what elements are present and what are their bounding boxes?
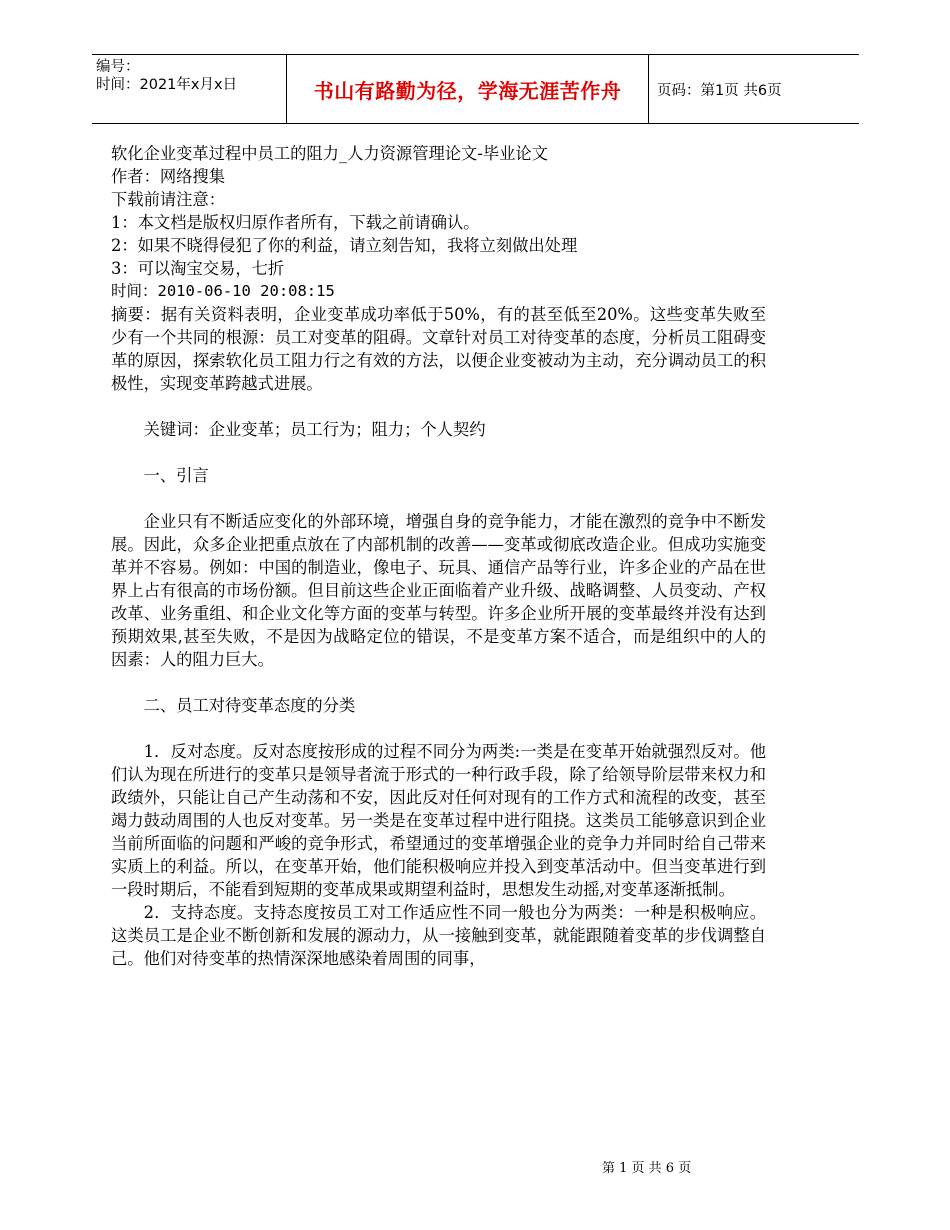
notice-title: 下载前请注意： bbox=[111, 190, 225, 209]
keywords-line: 关键词：企业变革；员工行为；阻力；个人契约 bbox=[143, 420, 486, 439]
header-left-cell bbox=[92, 55, 286, 123]
support-paragraph: 2．支持态度。支持态度按员工对工作适应性不同一般也分为两类：一种是积极响应。这类员工是企业不断创新和发展的源动力，从一接触到变革，就能跟随着变革的步伐调整自己。他们对待变革的热情深深地感染着周围的同事， bbox=[111, 903, 766, 968]
header-page-info: 页码：第1页 共6页 bbox=[657, 82, 782, 99]
notice-item-1: 1：本文档是版权归原作者所有，下载之前请确认。 bbox=[111, 213, 480, 232]
document-timestamp: 时间：2010-06-10 20:08:15 bbox=[111, 282, 335, 300]
document-number-label: 编号： bbox=[96, 59, 140, 75]
introduction-paragraph: 企业只有不断适应变化的外部环境，增强自身的竞争能力，才能在激烈的竞争中不断发展。因此，众多企业把重点放在了内部机制的改善——变革或彻底改造企业。但成功实施变革并不容易。例如：中国的制造业，像电子、玩具、通信产品等行业，许多企业的产品在世界上占有很高的市场份额。但目前这些企业正面临着产业升级、战略调整、人员变动、产权改革、业务重组、和企业文化等方面的变革与转型。许多企业所开展的变革最终并没有达到预期效果,甚至失败，不是因为战略定位的错误，不是变革方案不适合，而是组织中的人的因素：人的阻力巨大。 bbox=[111, 512, 766, 669]
document-time-label: 时间：2021年x月x日 bbox=[96, 77, 238, 93]
opposition-paragraph: 1．反对态度。反对态度按形成的过程不同分为两类:一类是在变革开始就强烈反对。他们认为现在所进行的变革只是领导者流于形式的一种行政手段，除了给领导阶层带来权力和政绩外，只能让自己产生动荡和不安，因此反对任何对现有的工作方式和流程的改变，甚至竭力鼓动周围的人也反对变革。另一类是在变革过程中进行阻挠。这类员工能够意识到企业当前所面临的问题和严峻的竞争形式，希望通过的变革增强企业的竞争力并同时给自己带来实质上的利益。所以，在变革开始，他们能积极响应并投入到变革活动中。但当变革进行到一段时期后，不能看到短期的变革成果或期望利益时，思想发生动摇,对变革逐渐抵制。 bbox=[111, 742, 766, 899]
document-title: 软化企业变革过程中员工的阻力_人力资源管理论文-毕业论文 bbox=[111, 144, 548, 163]
notice-item-3: 3：可以淘宝交易，七折 bbox=[111, 259, 285, 278]
abstract-paragraph: 摘要：据有关资料表明，企业变革成功率低于50%，有的甚至低至20%。这些变革失败至少有一个共同的根源：员工对变革的阻碍。文章针对员工对待变革的态度，分析员工阻碍变革的原因，探索软化员工阻力行之有效的方法，以便企业变被动为主动，充分调动员工的积极性，实现变革跨越式进展。 bbox=[111, 305, 766, 393]
notice-item-2: 2：如果不晓得侵犯了你的利益，请立刻告知，我将立刻做出处理 bbox=[111, 236, 578, 255]
header-motto: 书山有路勤为径，学海无涯苦作舟 bbox=[286, 55, 649, 123]
section-heading-attitudes: 二、员工对待变革态度的分类 bbox=[143, 696, 356, 715]
section-heading-introduction: 一、引言 bbox=[143, 466, 209, 485]
page-header bbox=[92, 54, 859, 124]
document-body bbox=[111, 142, 766, 970]
document-author: 作者：网络搜集 bbox=[111, 167, 225, 186]
page-footer-number: 第 1 页 共 6 页 bbox=[602, 1161, 692, 1176]
